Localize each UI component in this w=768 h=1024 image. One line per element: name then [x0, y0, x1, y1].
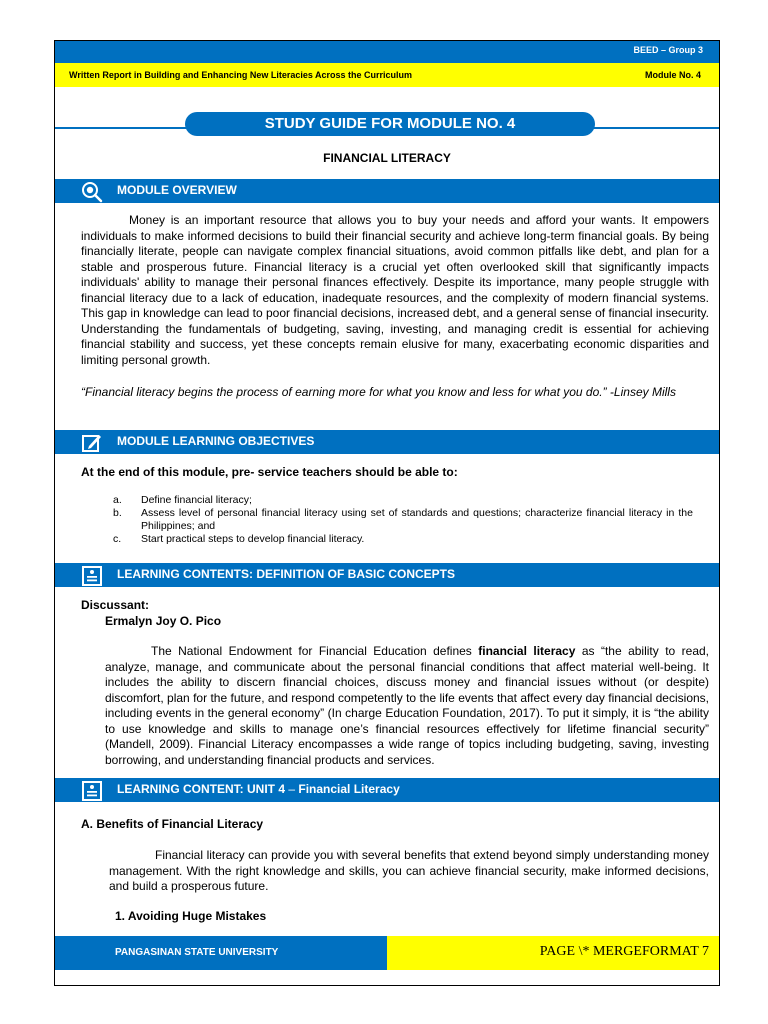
section-heading: MODULE LEARNING OBJECTIVES [117, 434, 315, 448]
section-unit-4 [55, 778, 719, 802]
section-learning-objectives [55, 430, 719, 454]
section-heading: MODULE OVERVIEW [117, 183, 237, 197]
university-name: PANGASINAN STATE UNIVERSITY [115, 947, 279, 958]
discussant-name: Ermalyn Joy O. Pico [105, 614, 222, 628]
module-number: Module No. 4 [645, 70, 701, 80]
report-title-band [55, 63, 719, 87]
section-heading: LEARNING CONTENTS: DEFINITION OF BASIC CONCEPTS [117, 567, 456, 581]
benefits-paragraph: Financial literacy can provide you with several benefits that extend beyond simply understanding money management. With the right knowledge and skills, you can achieve financial security, make informed decisions, and build a prosperous future. [109, 848, 709, 893]
list-item: b. Assess level of personal financial literacy using set of standards and questions; characterize financial literacy in the Philippines; and [113, 507, 693, 532]
list-item: a. Define financial literacy; [113, 494, 252, 506]
footer-university-band [55, 936, 387, 970]
report-title: Written Report in Building and Enhancing New Literacies Across the Curriculum [69, 70, 413, 80]
objectives-intro: At the end of this module, pre- service teachers should be able to: [81, 465, 458, 479]
section-basic-concepts [55, 563, 719, 587]
document-icon [81, 565, 101, 585]
edit-icon [81, 432, 101, 452]
list-item: c. Start practical steps to develop financial literacy. [113, 533, 365, 545]
study-guide-title: STUDY GUIDE FOR MODULE NO. 4 [185, 112, 595, 136]
footer-page-band [387, 936, 719, 970]
discussant-label: Discussant: [81, 598, 150, 612]
top-header-band [55, 41, 719, 63]
definition-paragraph: The National Endowment for Financial Education defines financial literacy as “the ability to read, analyze, manage, and communicate about the personal financial conditions that affect material well-being. It includes the ability to discern financial choices, discuss money and financial issues without (or despite) discomfort, plan for the future, and respond competently to the life events that affect every day financial decisions, including events in the general economy” (In charge Education Foundation, 2017). To put it simply, it is “the ability to use knowledge and skills to manage one’s financial resources effectively for lifetime financial security” (Mandell, 2009). Financial Literacy encompasses a wide range of topics including budgeting, saving, investing borrowing, and understanding financial products and services. [105, 644, 709, 767]
document-page [54, 40, 720, 986]
page-number-field: PAGE \* MERGEFORMAT 7 [539, 944, 709, 959]
topic-title: FINANCIAL LITERACY [323, 151, 451, 165]
overview-paragraph: Money is an important resource that allows you to buy your needs and afford your wants. It empowers individuals to make informed decisions to build their financial security and achieve long-term financial goals. By being financially literate, people can navigate complex financial situations, avoid common pitfalls like debt, and plan for a stable and prosperous future. Financial literacy is a crucial yet often overlooked skill that significantly impacts individuals' ability to manage their personal finances effectively. Despite its importance, many people struggle with financial literacy due to a lack of education, inadequate resources, and the complexity of modern financial systems. This gap in knowledge can lead to poor financial decisions, increased debt, and a general sense of financial insecurity. Understanding the fundamentals of budgeting, saving, investing, and managing credit is essential for achieving financial stability and success, yet these concepts remain elusive for many, exacerbating economic disparities and limiting personal growth. [81, 213, 709, 367]
benefit-item-heading: 1. Avoiding Huge Mistakes [115, 909, 267, 923]
subsection-heading: A. Benefits of Financial Literacy [81, 817, 264, 831]
section-heading: LEARNING CONTENT: UNIT 4 – Financial Literacy [117, 782, 400, 796]
group-label: BEED – Group 3 [633, 45, 703, 55]
overview-quote: “Financial literacy begins the process of earning more for what you know and less for what you do.” -Linsey Mills [81, 385, 676, 399]
section-module-overview [55, 179, 719, 203]
search-badge-icon [81, 181, 101, 201]
objectives-list [113, 494, 693, 546]
document-icon [81, 780, 101, 800]
